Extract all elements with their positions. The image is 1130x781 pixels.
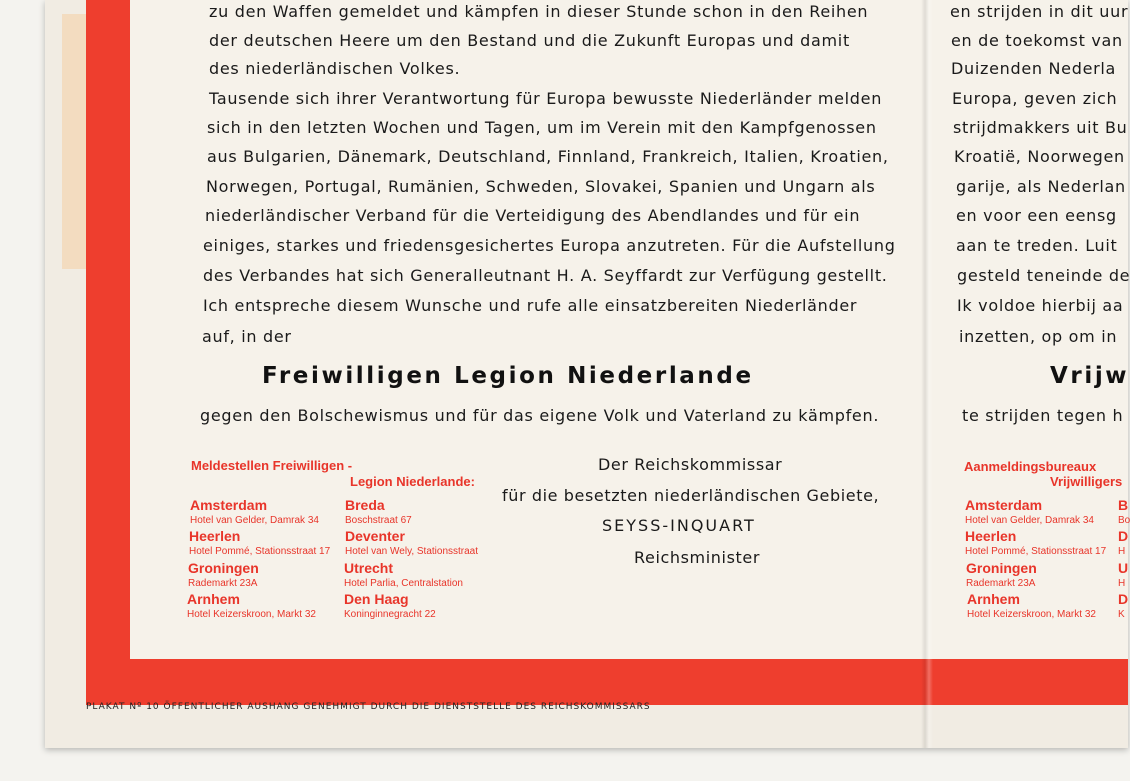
german-line: auf, in der: [202, 327, 292, 346]
dutch-line: strijdmakkers uit Bu: [953, 118, 1128, 137]
office-city: Heerlen: [965, 528, 1017, 544]
dutch-line: inzetten, op om in: [959, 327, 1118, 346]
office-address: Rademarkt 23A: [188, 578, 258, 589]
german-closing: gegen den Bolschewismus und für das eigene Volk und Vaterland zu kämpfen.: [200, 406, 880, 425]
office-address: Bo: [1118, 515, 1130, 526]
offices-title: Meldestellen Freiwilligen -: [191, 458, 353, 473]
offices-title: Legion Niederlande:: [350, 474, 475, 489]
red-border-left: [86, 0, 130, 705]
offices-title: Vrijwilligers: [1050, 474, 1123, 489]
paper-fold: [921, 0, 933, 748]
german-line: Tausende sich ihrer Verantwortung für Europa bewusste Niederländer melden: [209, 89, 883, 108]
german-line: des niederländischen Volkes.: [209, 59, 461, 78]
office-city: U: [1118, 560, 1129, 576]
office-city: Utrecht: [344, 560, 394, 576]
office-address: H: [1118, 546, 1126, 557]
german-line: Norwegen, Portugal, Rumänien, Schweden, Slovakei, Spanien und Ungarn als: [206, 177, 876, 196]
dutch-line: Ik voldoe hierbij aa: [957, 296, 1124, 315]
office-city: Groningen: [188, 560, 259, 576]
german-line: Ich entspreche diesem Wunsche und rufe alle einsatzbereiten Niederländer: [203, 296, 858, 315]
paper-stain: [62, 14, 86, 269]
office-address: Hotel Pommé, Stationsstraat 17: [965, 546, 1107, 557]
german-line: zu den Waffen gemeldet und kämpfen in dieser Stunde schon in den Reihen: [209, 2, 869, 21]
office-address: Hotel Keizerskroon, Markt 32: [967, 609, 1096, 620]
offices-title: Aanmeldingsbureaux: [964, 459, 1097, 474]
signature-title: Reichsminister: [634, 548, 761, 567]
dutch-heading: Vrijw: [1050, 363, 1130, 389]
dutch-line: en voor een eensg: [956, 206, 1117, 225]
office-address: Hotel van Gelder, Damrak 34: [190, 515, 319, 526]
dutch-closing: te strijden tegen h: [962, 406, 1124, 425]
german-line: niederländischer Verband für die Verteidigung des Abendlandes und für ein: [205, 206, 861, 225]
office-address: Boschstraat 67: [345, 515, 412, 526]
german-heading: Freiwilligen Legion Niederlande: [262, 363, 754, 389]
office-address: Hotel Keizerskroon, Markt 32: [187, 609, 316, 620]
office-city: D: [1118, 528, 1129, 544]
german-line: des Verbandes hat sich Generalleutnant H. A. Seyffardt zur Verfügung gestellt.: [203, 266, 888, 285]
office-address: Hotel van Gelder, Damrak 34: [965, 515, 1094, 526]
german-line: aus Bulgarien, Dänemark, Deutschland, Finnland, Frankreich, Italien, Kroatien,: [207, 147, 889, 166]
office-address: Hotel van Wely, Stationsstraat: [345, 546, 479, 557]
office-address: Koninginnegracht 22: [344, 609, 436, 620]
signature-line2: für die besetzten niederländischen Gebiete,: [502, 486, 880, 505]
signature-name: SEYSS-INQUART: [602, 516, 756, 535]
dutch-line: Duizenden Nederla: [951, 59, 1117, 78]
office-city: D: [1118, 591, 1129, 607]
office-address: K: [1118, 609, 1125, 620]
office-city: Deventer: [345, 528, 405, 544]
office-address: H: [1118, 578, 1126, 589]
office-city: Arnhem: [967, 591, 1020, 607]
office-address: Rademarkt 23A: [966, 578, 1036, 589]
dutch-text-block: [950, 0, 1130, 700]
dutch-line: Europa, geven zich: [952, 89, 1118, 108]
office-city: Arnhem: [187, 591, 240, 607]
dutch-line: en de toekomst van: [951, 31, 1123, 50]
office-city: Heerlen: [189, 528, 241, 544]
signature-line1: Der Reichskommissar: [598, 455, 783, 474]
dutch-line: en strijden in dit uur: [950, 2, 1129, 21]
office-city: B: [1118, 497, 1129, 513]
dutch-line: garije, als Nederlan: [956, 177, 1126, 196]
german-line: einiges, starkes und friedensgesichertes Europa anzutreten. Für die Aufstellung: [203, 236, 896, 255]
office-city: Den Haag: [344, 591, 409, 607]
german-line: sich in den letzten Wochen und Tagen, um im Verein mit den Kampfgenossen: [207, 118, 877, 137]
office-city: Groningen: [966, 560, 1037, 576]
office-city: Amsterdam: [190, 497, 268, 513]
dutch-line: Kroatië, Noorwegen: [954, 147, 1125, 166]
german-line: der deutschen Heere um den Bestand und die Zukunft Europas und damit: [209, 31, 850, 50]
office-address: Hotel Pommé, Stationsstraat 17: [189, 546, 331, 557]
dutch-line: aan te treden. Luit: [956, 236, 1118, 255]
office-address: Hotel Parlia, Centralstation: [344, 578, 463, 589]
office-city: Breda: [345, 497, 385, 513]
poster-footer: PLAKAT Nº 10 ÖFFENTLICHER AUSHANG GENEHMIGT DURCH DIE DIENSTSTELLE DES REICHSKOMMISSARS: [86, 702, 651, 712]
office-city: Amsterdam: [965, 497, 1043, 513]
dutch-line: gesteld teneinde de: [957, 266, 1130, 285]
